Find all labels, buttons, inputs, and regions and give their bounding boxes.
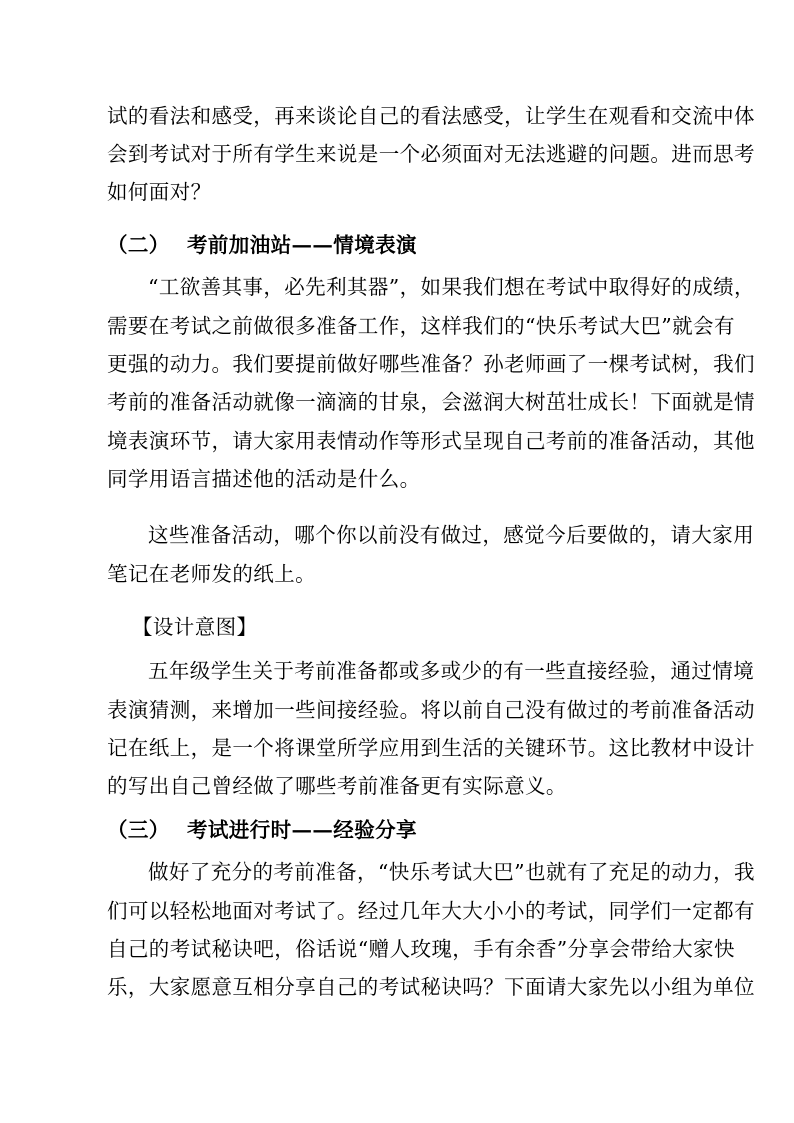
paragraph-line: 会到考试对于所有学生来说是一个必须面对无法逃避的问题。进而思考 — [107, 142, 755, 166]
paragraph-line: 记在纸上，是一个将课堂所学应用到生活的关键环节。这比教材中设计 — [107, 736, 755, 760]
paragraph-line: 乐，大家愿意互相分享自己的考试秘诀吗？下面请大家先以小组为单位 — [107, 975, 755, 999]
paragraph-line: 考前的准备活动就像一滴滴的甘泉，会滋润大树茁壮成长！下面就是情 — [107, 390, 755, 414]
paragraph-line: 如何面对？ — [107, 180, 212, 204]
section-heading-3 — [107, 815, 687, 845]
paragraph-line: 更强的动力。我们要提前做好哪些准备？孙老师画了一棵考试树，我们 — [107, 352, 755, 376]
paragraph-line: 做好了充分的考前准备，“快乐考试大巴”也就有了充足的动力，我 — [148, 860, 755, 884]
section-heading-2 — [107, 230, 687, 260]
section-number: （二） — [107, 233, 170, 257]
paragraph-line: 境表演环节，请大家用表情动作等形式呈现自己考前的准备活动，其他 — [107, 429, 755, 453]
paragraph-line: 表演猜测，来增加一些间接经验。将以前自己没有做过的考前准备活动 — [107, 698, 755, 722]
paragraph-line: 这些准备活动，哪个你以前没有做过，感觉今后要做的，请大家用 — [148, 523, 755, 547]
paragraph-line: 同学用语言描述他的活动是什么。 — [107, 467, 421, 491]
design-intent-label: 【设计意图】 — [132, 615, 258, 639]
paragraph-line: 的写出自己曾经做了哪些考前准备更有实际意义。 — [107, 774, 567, 798]
paragraph-line: “工欲善其事，必先利其器”，如果我们想在考试中取得好的成绩， — [148, 275, 755, 299]
section-title: 考前加油站——情境表演 — [187, 233, 417, 257]
paragraph-line: 笔记在老师发的纸上。 — [107, 562, 316, 586]
paragraph-line: 们可以轻松地面对考试了。经过几年大大小小的考试，同学们一定都有 — [107, 899, 755, 923]
section-title: 考试进行时——经验分享 — [187, 818, 417, 842]
paragraph-line: 五年级学生关于考前准备都或多或少的有一些直接经验，通过情境 — [148, 659, 755, 683]
paragraph-line: 需要在考试之前做很多准备工作，这样我们的“快乐考试大巴”就会有 — [107, 314, 735, 338]
section-number: （三） — [107, 818, 170, 842]
paragraph-line: 自己的考试秘诀吧，俗话说“赠人玫瑰，手有余香”分享会带给大家快 — [107, 937, 735, 961]
paragraph-line: 试的看法和感受，再来谈论自己的看法感受，让学生在观看和交流中体 — [107, 104, 755, 128]
